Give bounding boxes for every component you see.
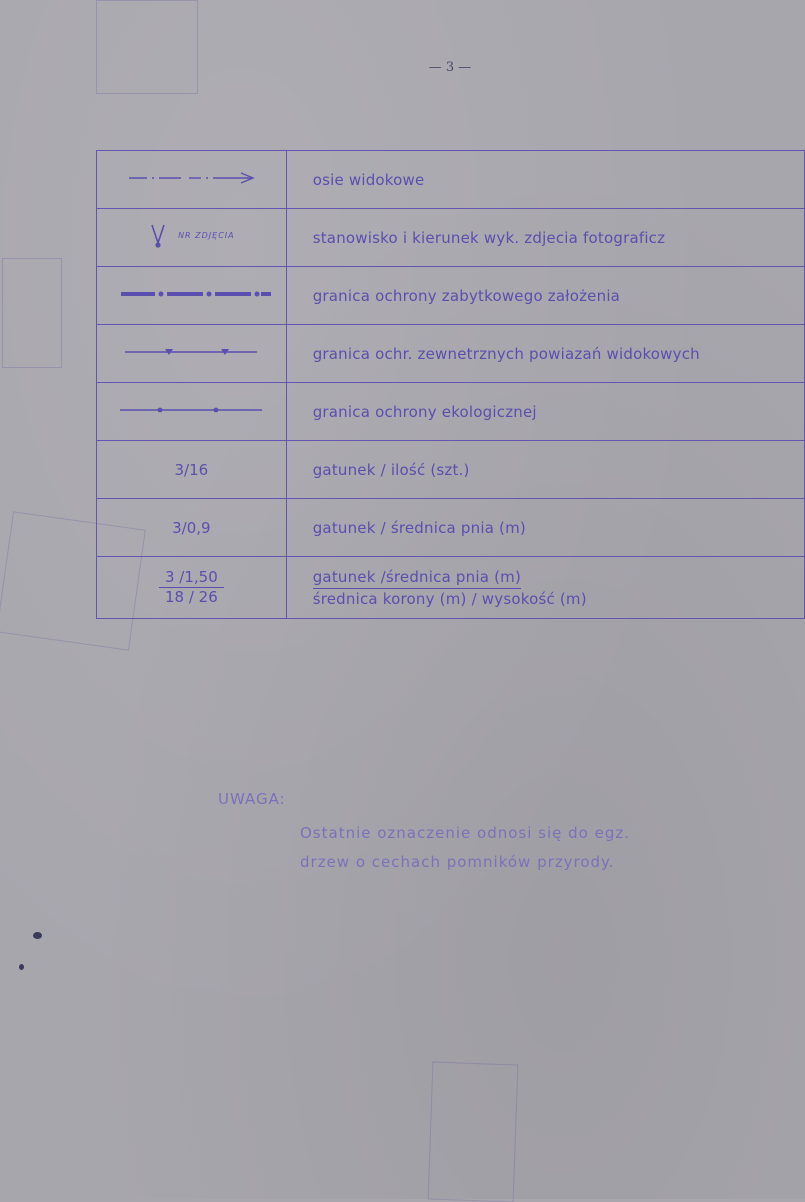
- paper-scrap: [428, 1062, 519, 1202]
- legend-symbol: [97, 151, 287, 209]
- triangle-marker-line-icon: [121, 344, 261, 360]
- legend-symbol: [97, 499, 287, 557]
- legend-row: [97, 383, 805, 441]
- legend-table: [96, 150, 805, 619]
- dash-arrow-line-icon: [121, 168, 261, 188]
- code-numerator: 3 /1,50: [159, 568, 224, 588]
- legend-row: [97, 325, 805, 383]
- species-count-code: 3/16: [174, 461, 209, 479]
- legend-symbol: [97, 325, 287, 383]
- note-label: UWAGA:: [218, 790, 286, 808]
- legend-symbol: [97, 383, 287, 441]
- description-denominator: średnica korony (m) / wysokość (m): [312, 589, 587, 608]
- legend-symbol: [97, 441, 287, 499]
- legend-description: gatunek / ilość (szt.): [286, 441, 804, 499]
- symbol-caption: NR ZDJĘCIA: [178, 231, 235, 240]
- legend-row: [97, 557, 805, 619]
- legend-description: [286, 557, 804, 619]
- legend-symbol: [97, 267, 287, 325]
- species-diameter-code: 3/0,9: [172, 519, 211, 537]
- legend-row: [97, 151, 805, 209]
- legend-row: [97, 499, 805, 557]
- legend-row: [97, 209, 805, 267]
- legend-description: granica ochrony zabytkowego założenia: [286, 267, 804, 325]
- legend-description: granica ochr. zewnetrznych powiazań widokowych: [286, 325, 804, 383]
- v-marker-icon: [148, 221, 168, 251]
- paper-scrap: [96, 0, 198, 94]
- legend-symbol: [97, 209, 287, 267]
- legend-symbol: [97, 557, 287, 619]
- dot-marker-line-icon: [116, 402, 266, 418]
- ink-spot: [19, 964, 24, 970]
- legend-row: [97, 441, 805, 499]
- page-number: — 3 —: [428, 60, 472, 75]
- fraction-description: [313, 567, 587, 609]
- legend-row: [97, 267, 805, 325]
- monument-tree-code: [159, 568, 224, 607]
- legend-description: stanowisko i kierunek wyk. zdjecia fotograficz: [286, 209, 804, 267]
- code-denominator: 18 / 26: [164, 588, 218, 606]
- note-line: Ostatnie oznaczenie odnosi się do egz.: [300, 824, 630, 842]
- legend-description: gatunek / średnica pnia (m): [286, 499, 804, 557]
- ink-spot: [33, 932, 42, 939]
- description-numerator: gatunek /średnica pnia (m): [313, 567, 521, 589]
- note-line: drzew o cechach pomników przyrody.: [300, 853, 615, 871]
- legend-description: granica ochrony ekologicznej: [286, 383, 804, 441]
- thick-dash-dot-line-icon: [111, 286, 271, 302]
- legend-description: osie widokowe: [286, 151, 804, 209]
- paper-scrap: [2, 258, 62, 368]
